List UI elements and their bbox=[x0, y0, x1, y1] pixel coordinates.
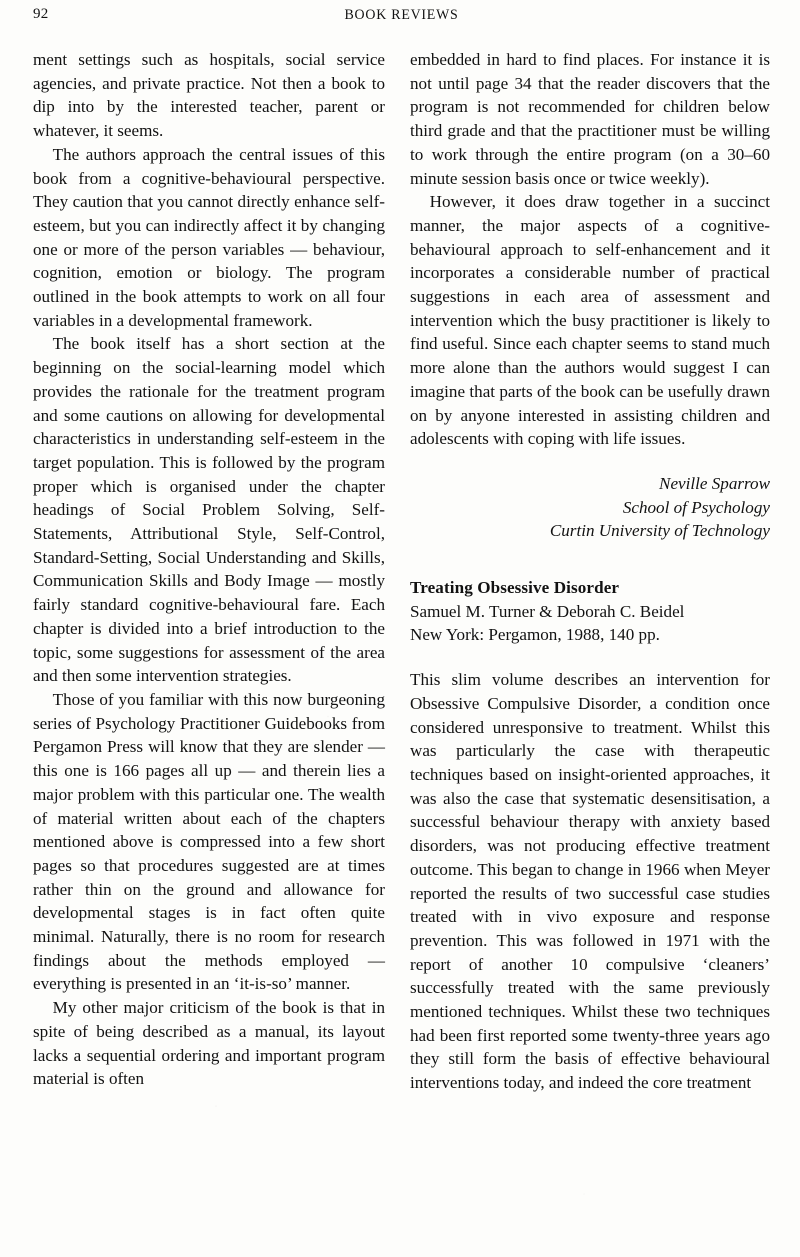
running-head-title: BOOK REVIEWS bbox=[344, 7, 459, 23]
page-number: 92 bbox=[33, 6, 49, 22]
book-entry-heading bbox=[410, 576, 770, 647]
paragraph: This slim volume describes an intervention for Obsessive Compulsive Disorder, a condition once considered unresponsive to treatment. Whilst this was particularly the case with therapeutic techniques based on insight-oriented approaches, it was also the case that systematic desensitisation, a successful behaviour therapy with anxiety based disorders, was not producing effective treatment outcome. This began to change in 1966 when Meyer reported the results of two successful case studies treated with in vivo exposure and response prevention. This was followed in 1971 with the report of another 10 compulsive ‘cleaners’ successfully treated with the same previously mentioned techniques. Whilst these two techniques had been first reported some twenty-three years ago they still form the basis of effective behavioural interventions today, and indeed the core treatment bbox=[410, 670, 770, 1093]
review-signature bbox=[410, 472, 770, 543]
book-title: Treating Obsessive Disorder bbox=[410, 578, 620, 598]
paragraph: The book itself has a short section at the beginning on the social-learning model which provides the rationale for the treatment program and some cautions on allowing for developmental characteristics in understanding self-esteem in the target population. This is followed by the program proper which is organised under the chapter headings of Social Problem Solving, Self-Statements, Attributional Style, Self-Control, Standard-Setting, Social Understanding and Skills, Communication Skills and Body Image — mostly fairly standard cognitive-behavioural fare. Each chapter is divided into a brief introduction to the topic, some suggestions for assessment of the area and then some intervention strategies. bbox=[33, 334, 385, 686]
left-column bbox=[33, 48, 385, 1091]
running-head bbox=[33, 6, 770, 28]
reviewer-institution: Curtin University of Technology bbox=[549, 521, 770, 541]
paragraph: However, it does draw together in a succinct manner, the major aspects of a cognitive-behavioural approach to self-enhancement and it incorporates a considerable number of practical suggestions in each area of assessment and intervention which the busy practitioner is likely to find useful. Since each chapter seems to stand much more alone than the authors would suggest I can imagine that parts of the book can be usefully drawn on by anyone interested in assisting children and adolescents with coping with life issues. bbox=[410, 192, 770, 449]
paragraph: embedded in hard to find places. For instance it is not until page 34 that the reader discovers that the program is not recommended for children below third grade and that the practitioner must be willing to work through the entire program (on a 30–60 minute session basis once or twice weekly). bbox=[410, 50, 770, 188]
paragraph: Those of you familiar with this now burgeoning series of Psychology Practitioner Guidebooks from Pergamon Press will know that they are slender — this one is 166 pages all up — and therein lies a major problem with this particular one. The wealth of material written about each of the chapters mentioned above is compressed into a few short pages so that procedures suggested are at times rather thin on the ground and allowance for developmental stages is in fact often quite minimal. Naturally, there is no room for research findings about the methods employed — everything is presented in an ‘it-is-so’ manner. bbox=[33, 689, 385, 994]
paragraph: My other major criticism of the book is that in spite of being described as a manual, its layout lacks a sequential ordering and important program material is often bbox=[33, 998, 385, 1089]
spacer bbox=[410, 647, 770, 668]
paragraph: ment settings such as hospitals, social service agencies, and private practice. Not then a book to dip into by the interested teacher, parent or whatever, it seems. bbox=[33, 50, 385, 141]
book-publication: New York: Pergamon, 1988, 140 pp. bbox=[410, 625, 660, 645]
reviewer-department: School of Psychology bbox=[622, 497, 770, 517]
reviewer-name: Neville Sparrow bbox=[659, 473, 770, 493]
paragraph: The authors approach the central issues of this book from a cognitive-behavioural perspective. They caution that you cannot directly enhance self-esteem, but you can indirectly affect it by changing one or more of the person variables — behaviour, cognition, emotion or biology. The program outlined in the book attempts to work on all four variables in a developmental framework. bbox=[33, 144, 385, 330]
right-column bbox=[410, 48, 770, 1095]
book-authors: Samuel M. Turner & Deborah C. Beidel bbox=[410, 601, 685, 621]
